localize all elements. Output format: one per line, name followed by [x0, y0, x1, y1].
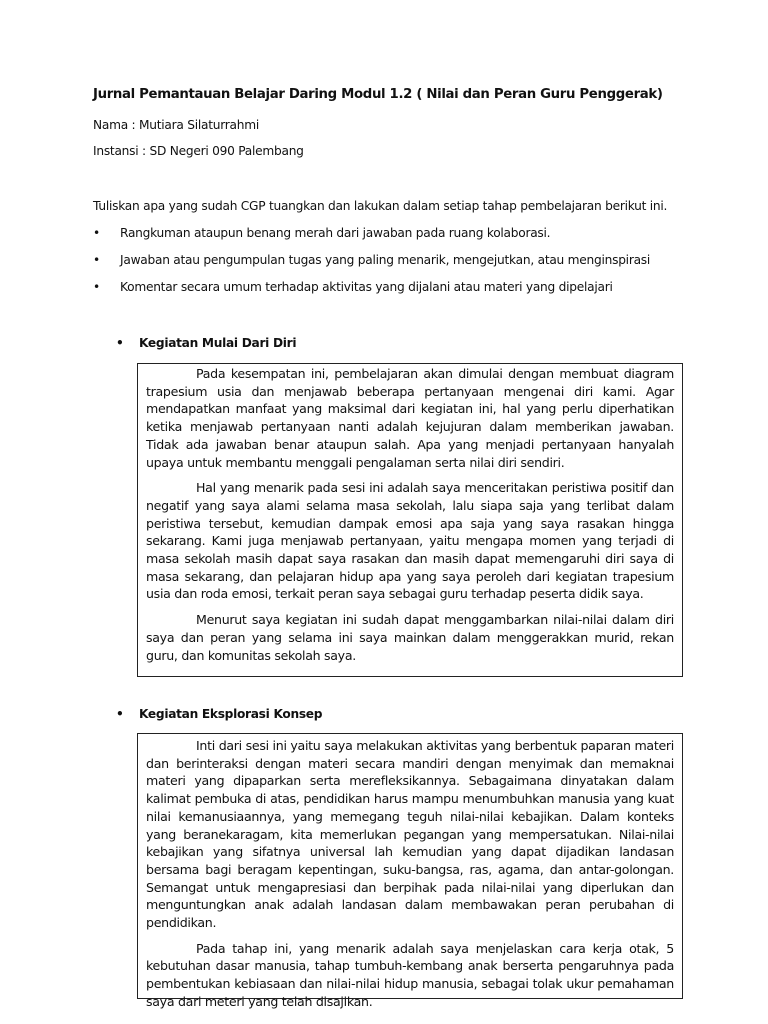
bullet-icon: • — [116, 336, 124, 350]
reflection-box-mulai-dari-diri — [137, 363, 683, 677]
paragraph: Pada tahap ini, yang menarik adalah saya menjelaskan cara kerja otak, 5 kebutuhan dasar manusia, tahap tumbuh-kembang anak berserta pengaruhnya pada pembentukan kebiasaan dan nilai-nilai hidup manusia, sebagai tolak ukur pemahaman saya dari meteri yang telah disajikan. — [146, 940, 674, 1009]
reflection-guidelines-list — [93, 226, 650, 307]
list-item-text: Rangkuman ataupun benang merah dari jawaban pada ruang kolaborasi. — [120, 226, 551, 240]
list-item-text: Komentar secara umum terhadap aktivitas yang dijalani atau materi yang dipelajari — [120, 280, 613, 294]
list-item — [93, 226, 650, 253]
institution: Instansi : SD Negeri 090 Palembang — [93, 144, 304, 158]
section-heading-eksplorasi-konsep — [116, 707, 322, 721]
list-item — [93, 253, 650, 280]
section-heading-text: Kegiatan Mulai Dari Diri — [139, 336, 297, 350]
instruction-text: Tuliskan apa yang sudah CGP tuangkan dan lakukan dalam setiap tahap pembelajaran berikut ini. — [93, 199, 668, 213]
bullet-icon: • — [93, 280, 100, 294]
bullet-icon: • — [93, 253, 100, 267]
reflection-box-eksplorasi-konsep — [137, 733, 683, 1009]
student-name: Nama : Mutiara Silaturrahmi — [93, 118, 259, 132]
document-title: Jurnal Pemantauan Belajar Daring Modul 1.2 ( Nilai dan Peran Guru Penggerak) — [93, 87, 663, 102]
paragraph: Hal yang menarik pada sesi ini adalah saya menceritakan peristiwa positif dan negatif yang saya alami selama masa sekolah, lalu siapa saja yang terlibat dalam peristiwa tersebut, kemudian dampak emosi apa saja yang saya rasakan hingga sekarang. Kami juga menjawab pertanyaan, yaitu mengapa momen yang terjadi di masa sekolah masih dapat saya rasakan dan masih dapat memengaruhi diri saya di masa sekarang, dan pelajaran hidup apa yang saya peroleh dari kegiatan trapesium usia dan roda emosi, terkait peran saya sebagai guru terhadap peserta didik saya. — [146, 480, 674, 602]
section-heading-mulai-dari-diri — [116, 336, 296, 350]
paragraph: Pada kesempatan ini, pembelajaran akan dimulai dengan membuat diagram trapesium usia dan menjawab beberapa pertanyaan mengenai diri kami. Agar mendapatkan manfaat yang maksimal dari kegiatan ini, hal yang perlu diperhatikan ketika menjawab pertanyaan nanti adalah kejujuran dalam memberikan jawaban. Tidak ada jawaban benar ataupun salah. Apa yang menjadi pertanyaan hanyalah upaya untuk membantu menggali pengalaman serta nilai diri sendiri. — [146, 366, 674, 470]
paragraph: Inti dari sesi ini yaitu saya melakukan aktivitas yang berbentuk paparan materi dan berinteraksi dengan materi secara mandiri dengan menyimak dan memaknai materi yang dipaparkan serta merefleksikannya. Sebagaimana dinyatakan dalam kalimat pembuka di atas, pendidikan harus mampu menumbuhkan manusia yang kuat nilai kemanusiaannya, yang memegang teguh nilai-nilai kebajikan. Dalam konteks yang beranekaragam, kita memerlukan pegangan yang mempersatukan. Nilai-nilai kebajikan yang sifatnya universal lah kemudian yang dapat dijadikan landasan bersama bagi beragam kepentingan, suku-bangsa, ras, agama, dan antar-golongan. Semangat untuk mengapresiasi dan berpihak pada nilai-nilai yang diperlukan dan menguntungkan anak adalah landasan dalam membawakan peran perubahan di pendidikan. — [146, 738, 674, 931]
list-item — [93, 280, 650, 307]
section-heading-text: Kegiatan Eksplorasi Konsep — [139, 707, 323, 721]
paragraph: Menurut saya kegiatan ini sudah dapat menggambarkan nilai-nilai dalam diri saya dan peran yang selama ini saya mainkan dalam menggerakkan murid, rekan guru, dan komunitas sekolah saya. — [146, 612, 674, 663]
list-item-text: Jawaban atau pengumpulan tugas yang paling menarik, mengejutkan, atau menginspirasi — [120, 253, 651, 267]
bullet-icon: • — [93, 226, 100, 240]
bullet-icon: • — [116, 707, 124, 721]
